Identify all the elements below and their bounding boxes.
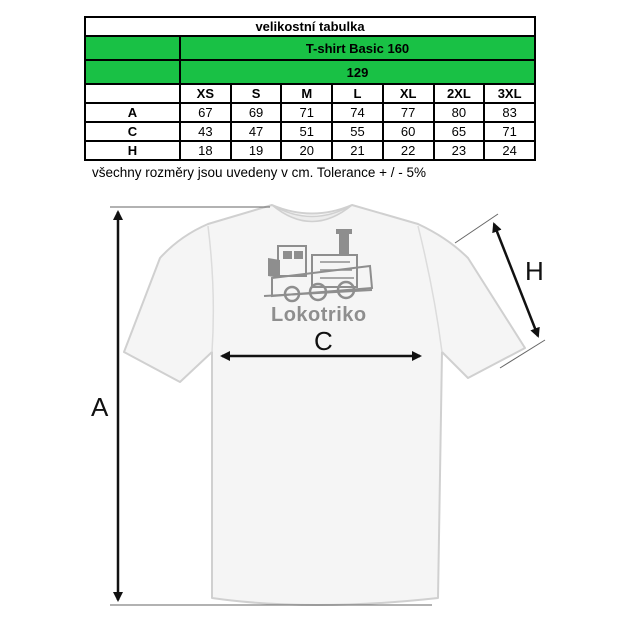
size-header: XS — [180, 84, 231, 103]
size-header: M — [281, 84, 332, 103]
product-name: T-shirt Basic 160 — [180, 36, 535, 60]
table-cell: 24 — [484, 141, 535, 160]
size-header: L — [332, 84, 383, 103]
dimension-a-label: A — [91, 392, 109, 422]
brand-logo: Lokotriko — [271, 304, 367, 326]
table-cell: 67 — [180, 103, 231, 122]
size-header: 3XL — [484, 84, 535, 103]
table-title: velikostní tabulka — [85, 17, 535, 36]
table-cell: 74 — [332, 103, 383, 122]
dimension-h-top-guide — [455, 214, 498, 243]
table-cell: 22 — [383, 141, 434, 160]
size-header: 2XL — [434, 84, 485, 103]
dimension-h-label: H — [525, 256, 544, 286]
size-header: XL — [383, 84, 434, 103]
table-cell: 23 — [434, 141, 485, 160]
table-cell: 83 — [484, 103, 535, 122]
product-code: 129 — [180, 60, 535, 84]
table-cell: 43 — [180, 122, 231, 141]
table-cell: 80 — [434, 103, 485, 122]
table-cell: 21 — [332, 141, 383, 160]
table-cell: 19 — [231, 141, 282, 160]
size-header: S — [231, 84, 282, 103]
table-cell: 18 — [180, 141, 231, 160]
row-label: A — [85, 103, 180, 122]
table-cell: 71 — [484, 122, 535, 141]
measurement-note: všechny rozměry jsou uvedeny v cm. Tolerance + / - 5% — [92, 165, 427, 180]
table-cell: 60 — [383, 122, 434, 141]
table-cell: 47 — [231, 122, 282, 141]
table-cell: 55 — [332, 122, 383, 141]
table-cell: 77 — [383, 103, 434, 122]
tshirt-shape — [124, 205, 525, 605]
dimension-c-label: C — [314, 326, 333, 356]
table-cell: 65 — [434, 122, 485, 141]
table-cell: 20 — [281, 141, 332, 160]
table-cell: 71 — [281, 103, 332, 122]
row-label: H — [85, 141, 180, 160]
table-cell: 69 — [231, 103, 282, 122]
row-label: C — [85, 122, 180, 141]
table-cell: 51 — [281, 122, 332, 141]
